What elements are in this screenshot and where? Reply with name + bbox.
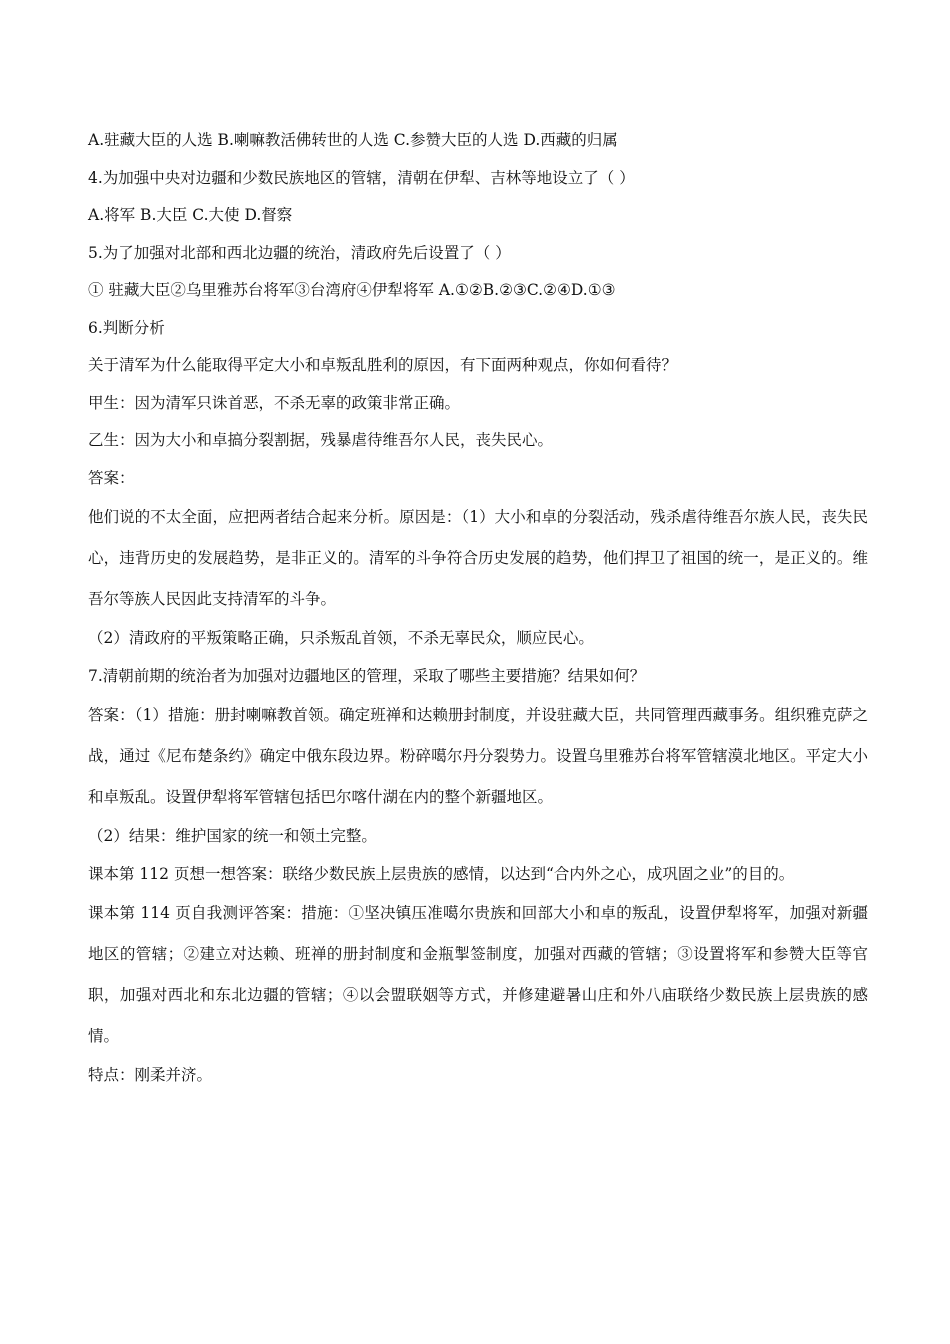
question-6: 6.判断分析 — [88, 318, 165, 337]
question-7: 7.清朝前期的统治者为加强对边疆地区的管理，采取了哪些主要措施？结果如何？ — [88, 666, 646, 685]
q6-jia-view: 甲生：因为清军只诛首恶，不杀无辜的政策非常正确。 — [88, 393, 461, 412]
q6-prompt: 关于清军为什么能取得平定大小和卓叛乱胜利的原因，有下面两种观点，你如何看待？ — [88, 356, 678, 374]
textbook-page-112-answer: 课本第 112 页想一想答案：联络少数民族上层贵族的感情，以达到“合内外之心，成巩固之业”的目的。 — [88, 864, 795, 883]
q5-options: ① 驻藏大臣②乌里雅苏台将军③台湾府④伊犁将军 A.①②B.②③C.②④D.①③ — [88, 281, 616, 299]
q7-answer-paragraph-1: 答案：（1）措施：册封喇嘛教首领。确定班禅和达赖册封制度，并设驻藏大臣，共同管理西藏事务。组织雅克萨之战，通过《尼布楚条约》确定中俄东段边界。粉碎噶尔丹分裂势力。设置乌里雅苏台将军管辖漠北地区。平定大小和卓叛乱。设置伊犁将军管辖包括巴尔喀什湖在内的整个新疆地区。 — [88, 706, 868, 806]
document-page — [88, 122, 868, 1095]
q6-answer-label: 答案： — [88, 468, 135, 487]
q7-answer-paragraph-2: （2）结果：维护国家的统一和领土完整。 — [88, 827, 377, 845]
q6-yi-view: 乙生：因为大小和卓搞分裂割据，残暴虐待维吾尔人民，丧失民心。 — [88, 431, 554, 449]
question-4: 4.为加强中央对边疆和少数民族地区的管辖，清朝在伊犁、吉林等地设立了（ ） — [88, 168, 635, 187]
q6-answer-paragraph-1: 他们说的不太全面，应把两者结合起来分析。原因是：（1）大小和卓的分裂活动，残杀虐待维吾尔族人民，丧失民心，违背历史的发展趋势，是非正义的。清军的斗争符合历史发展的趋势，他们捍卫了祖国的统一，是正义的。维吾尔等族人民因此支持清军的斗争。 — [88, 508, 868, 608]
q3-options: A.驻藏大臣的人选 B.喇嘛教活佛转世的人选 C.参赞大臣的人选 D.西藏的归属 — [88, 131, 618, 149]
question-5: 5.为了加强对北部和西北边疆的统治，清政府先后设置了（ ） — [88, 243, 511, 262]
q4-options: A.将军 B.大臣 C.大使 D.督察 — [88, 206, 293, 224]
features-line: 特点：刚柔并济。 — [88, 1066, 213, 1084]
textbook-page-114-answer: 课本第 114 页自我测评答案：措施：①坚决镇压准噶尔贵族和回部大小和卓的叛乱，设置伊犁将军，加强对新疆地区的管辖；②建立对达赖、班禅的册封制度和金瓶掣签制度，加强对西藏的管辖；③设置将军和参赞大臣等官职，加强对西北和东北边疆的管辖；④以会盟联姻等方式，并修建避暑山庄和外八庙联络少数民族上层贵族的感情。 — [88, 904, 868, 1045]
q6-answer-paragraph-2: （2）清政府的平叛策略正确，只杀叛乱首领，不杀无辜民众，顺应民心。 — [88, 629, 594, 647]
